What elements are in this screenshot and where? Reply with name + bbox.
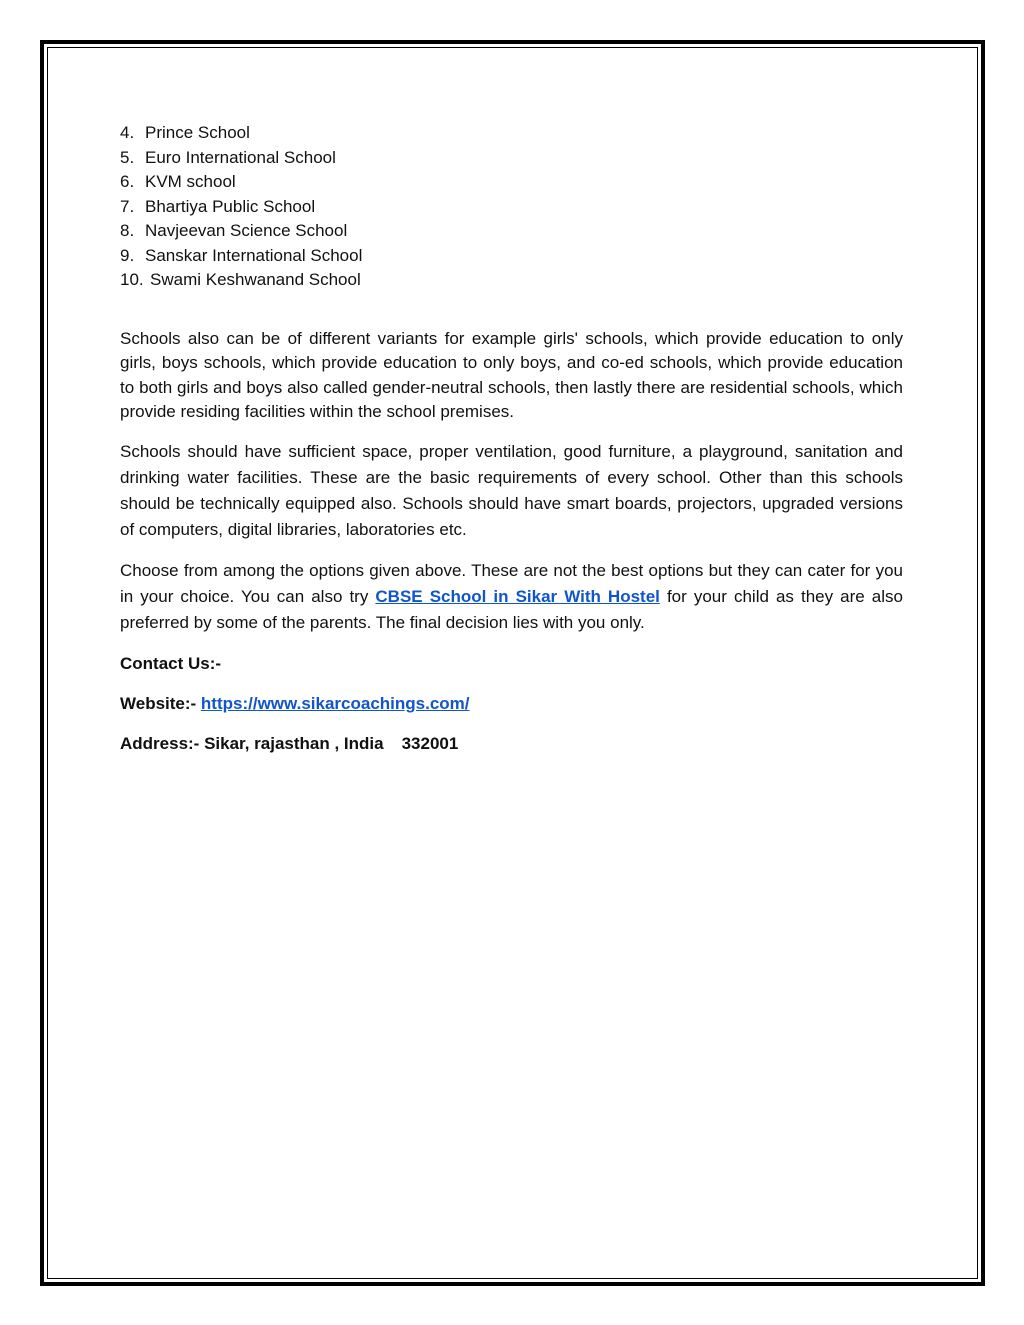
list-text: Navjeevan Science School <box>145 221 348 240</box>
list-text: Sanskar International School <box>145 245 363 265</box>
list-text: Euro International School <box>145 147 336 167</box>
list-item <box>120 121 903 146</box>
list-number: 9. <box>120 245 135 265</box>
list-item <box>120 195 903 220</box>
website-line <box>120 692 903 716</box>
list-number: 4. <box>120 123 135 142</box>
address-pin: 332001 <box>401 733 459 753</box>
paragraph-school-variants: Schools also can be of different variants for example girls' schools, which provide education to only girls, boys schools, which provide education to only boys, and co-ed schools, which provide education to both girls and boys also called gender-neutral schools, then lastly there are residential schools, which provide residing facilities within the school premises. <box>120 328 903 421</box>
address-line <box>120 732 903 756</box>
paragraph-choose-text-before: Choose from among the options given above. These are not the best options but they can cater for you in your choice. You can also try <box>120 560 903 606</box>
list-text: Swami Keshwanand School <box>150 270 361 289</box>
list-text: Prince School <box>145 123 250 142</box>
school-list <box>120 121 903 293</box>
list-text: KVM school <box>145 172 236 191</box>
list-number: 5. <box>120 147 135 167</box>
list-number: 7. <box>120 196 135 216</box>
list-item <box>120 219 903 244</box>
list-number: 10. <box>120 270 144 289</box>
list-item <box>120 268 903 293</box>
paragraph-choose-text-after: for your child as they are also preferred by some of the parents. The final decision lies with you only. <box>120 586 903 633</box>
paragraph-choose <box>120 558 903 637</box>
list-number: 8. <box>120 221 135 240</box>
cbse-school-link[interactable]: CBSE School in Sikar With Hostel <box>375 586 660 606</box>
list-number: 6. <box>120 172 135 191</box>
website-label: Website:- <box>120 693 201 713</box>
document-body <box>120 121 903 756</box>
website-link[interactable]: https://www.sikarcoachings.com/ <box>200 693 470 713</box>
contact-heading: Contact Us:- <box>120 653 222 673</box>
list-text: Bhartiya Public School <box>145 196 316 216</box>
address-label: Address:- Sikar, rajasthan , India <box>120 733 384 753</box>
list-item <box>120 244 903 269</box>
list-item <box>120 146 903 171</box>
paragraph-school-requirements: Schools should have sufficient space, proper ventilation, good furniture, a playground, sanitation and drinking water facilities. These are the basic requirements of every school. Other than this schools should be technically equipped also. Schools should have smart boards, projectors, upgraded versions of computers, digital libraries, laboratories etc. <box>120 441 903 540</box>
list-item <box>120 170 903 195</box>
